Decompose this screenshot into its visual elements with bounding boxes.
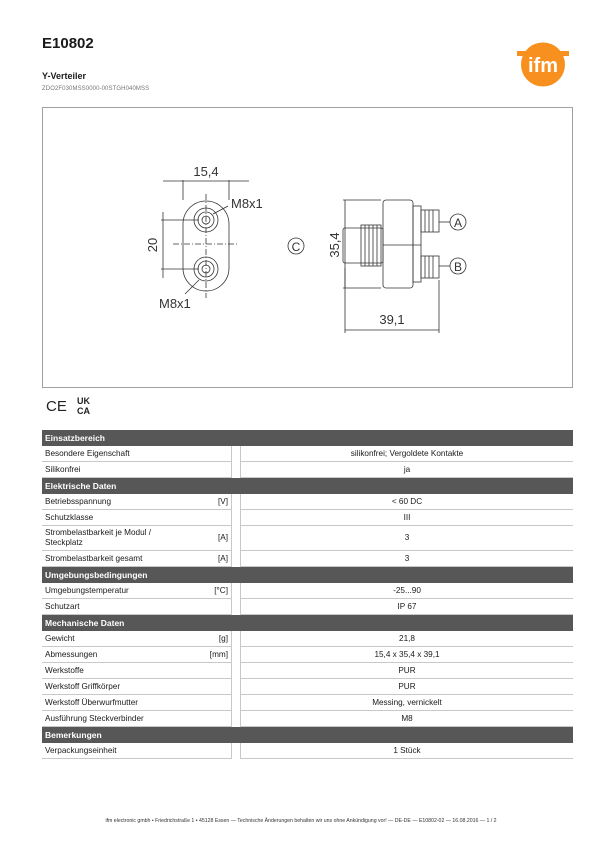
ukca-mark-top: UK xyxy=(77,396,90,406)
spec-gap xyxy=(232,526,240,551)
section-header xyxy=(42,615,573,631)
spec-gap xyxy=(232,679,240,695)
spec-gap xyxy=(232,494,240,510)
spec-row xyxy=(42,631,573,647)
spec-row xyxy=(42,462,573,478)
spec-gap xyxy=(232,631,240,647)
spec-label: Besondere Eigenschaft xyxy=(42,446,190,462)
product-type: Y-Verteiler xyxy=(42,71,87,81)
spec-value: IP 67 xyxy=(240,599,573,615)
ifm-logo xyxy=(513,42,573,87)
spec-value: < 60 DC xyxy=(240,494,573,510)
section-title: Bemerkungen xyxy=(42,727,573,743)
spec-row xyxy=(42,663,573,679)
spec-unit xyxy=(190,462,232,478)
spec-row xyxy=(42,446,573,462)
spec-row xyxy=(42,599,573,615)
section-title: Mechanische Daten xyxy=(42,615,573,631)
spec-unit: [g] xyxy=(190,631,232,647)
port-a-label: A xyxy=(453,216,463,230)
spec-value: 1 Stück xyxy=(240,743,573,759)
section-header xyxy=(42,430,573,446)
spec-unit xyxy=(190,695,232,711)
spec-gap xyxy=(232,510,240,526)
spec-label: Strombelastbarkeit gesamt xyxy=(42,551,190,567)
spec-unit: [A] xyxy=(190,526,232,551)
spec-label: Silikonfrei xyxy=(42,462,190,478)
dim-width-label: 15,4 xyxy=(193,164,219,179)
dim-side-length-label: 39,1 xyxy=(379,312,405,327)
port-b-label: B xyxy=(453,260,463,274)
spec-unit: [A] xyxy=(190,551,232,567)
spec-gap xyxy=(232,743,240,759)
spec-value: III xyxy=(240,510,573,526)
spec-gap xyxy=(232,711,240,727)
section-header xyxy=(42,567,573,583)
footer-text: ifm electronic gmbh • Friedrichstraße 1 • 45128 Essen — Technische Änderungen behalten wir uns ohne Ankündigung vor! — DE-DE — E10802-02 — 16.08.2016 — xyxy=(105,818,485,824)
spec-row xyxy=(42,583,573,599)
spec-unit xyxy=(190,711,232,727)
article-code: ZDO2F030MSS0000-00STGH040MSS xyxy=(42,86,150,92)
product-number: E10802 xyxy=(42,35,94,52)
section-title: Umgebungsbedingungen xyxy=(42,567,573,583)
spec-row xyxy=(42,679,573,695)
spec-unit: [V] xyxy=(190,494,232,510)
spec-row xyxy=(42,494,573,510)
spec-gap xyxy=(232,462,240,478)
spec-unit xyxy=(190,510,232,526)
spec-label: Umgebungstemperatur xyxy=(42,583,190,599)
spec-label: Abmessungen xyxy=(42,647,190,663)
spec-gap xyxy=(232,446,240,462)
spec-value: 15,4 x 35,4 x 39,1 xyxy=(240,647,573,663)
spec-gap xyxy=(232,647,240,663)
spec-value: silikonfrei; Vergoldete Kontakte xyxy=(240,446,573,462)
spec-value: 3 xyxy=(240,551,573,567)
specifications-table xyxy=(42,430,573,759)
spec-unit: [mm] xyxy=(190,647,232,663)
spec-unit xyxy=(190,663,232,679)
section-header xyxy=(42,727,573,743)
svg-text:ifm: ifm xyxy=(528,55,558,77)
spec-row xyxy=(42,526,573,551)
spec-label: Schutzklasse xyxy=(42,510,190,526)
spec-label: Verpackungseinheit xyxy=(42,743,190,759)
spec-unit xyxy=(190,743,232,759)
spec-value: -25...90 xyxy=(240,583,573,599)
dimension-drawing xyxy=(42,107,573,388)
section-title: Einsatzbereich xyxy=(42,430,573,446)
page-number: 1 / 2 xyxy=(486,818,497,824)
spec-gap xyxy=(232,599,240,615)
section-header xyxy=(42,478,573,494)
thread-top-label: M8x1 xyxy=(231,196,263,211)
port-c-label: C xyxy=(291,240,301,254)
spec-gap xyxy=(232,551,240,567)
dim-side-height-label: 35,4 xyxy=(327,232,342,258)
dim-height-label: 20 xyxy=(145,237,160,253)
spec-unit xyxy=(190,446,232,462)
spec-value: M8 xyxy=(240,711,573,727)
spec-label: Betriebsspannung xyxy=(42,494,190,510)
spec-gap xyxy=(232,663,240,679)
spec-unit xyxy=(190,599,232,615)
spec-value: 21,8 xyxy=(240,631,573,647)
spec-unit xyxy=(190,679,232,695)
spec-row xyxy=(42,743,573,759)
spec-label: Werkstoff Überwurfmutter xyxy=(42,695,190,711)
ce-mark: CE xyxy=(46,398,67,415)
spec-label: Strombelastbarkeit je Modul / Steckplatz xyxy=(42,526,190,551)
spec-row xyxy=(42,510,573,526)
certification-marks xyxy=(46,394,98,416)
footer xyxy=(0,818,602,824)
spec-label: Ausführung Steckverbinder xyxy=(42,711,190,727)
spec-unit: [°C] xyxy=(190,583,232,599)
spec-label: Werkstoffe xyxy=(42,663,190,679)
technical-drawing xyxy=(43,108,574,389)
spec-label: Werkstoff Griffkörper xyxy=(42,679,190,695)
spec-value: PUR xyxy=(240,679,573,695)
spec-value: ja xyxy=(240,462,573,478)
spec-value: 3 xyxy=(240,526,573,551)
thread-bottom-label: M8x1 xyxy=(159,296,191,311)
spec-value: Messing, vernickelt xyxy=(240,695,573,711)
spec-gap xyxy=(232,583,240,599)
spec-gap xyxy=(232,695,240,711)
spec-row xyxy=(42,695,573,711)
spec-row xyxy=(42,551,573,567)
ukca-mark-bottom: CA xyxy=(77,406,90,416)
spec-value: PUR xyxy=(240,663,573,679)
section-title: Elektrische Daten xyxy=(42,478,573,494)
spec-row xyxy=(42,647,573,663)
spec-label: Gewicht xyxy=(42,631,190,647)
spec-label: Schutzart xyxy=(42,599,190,615)
spec-row xyxy=(42,711,573,727)
